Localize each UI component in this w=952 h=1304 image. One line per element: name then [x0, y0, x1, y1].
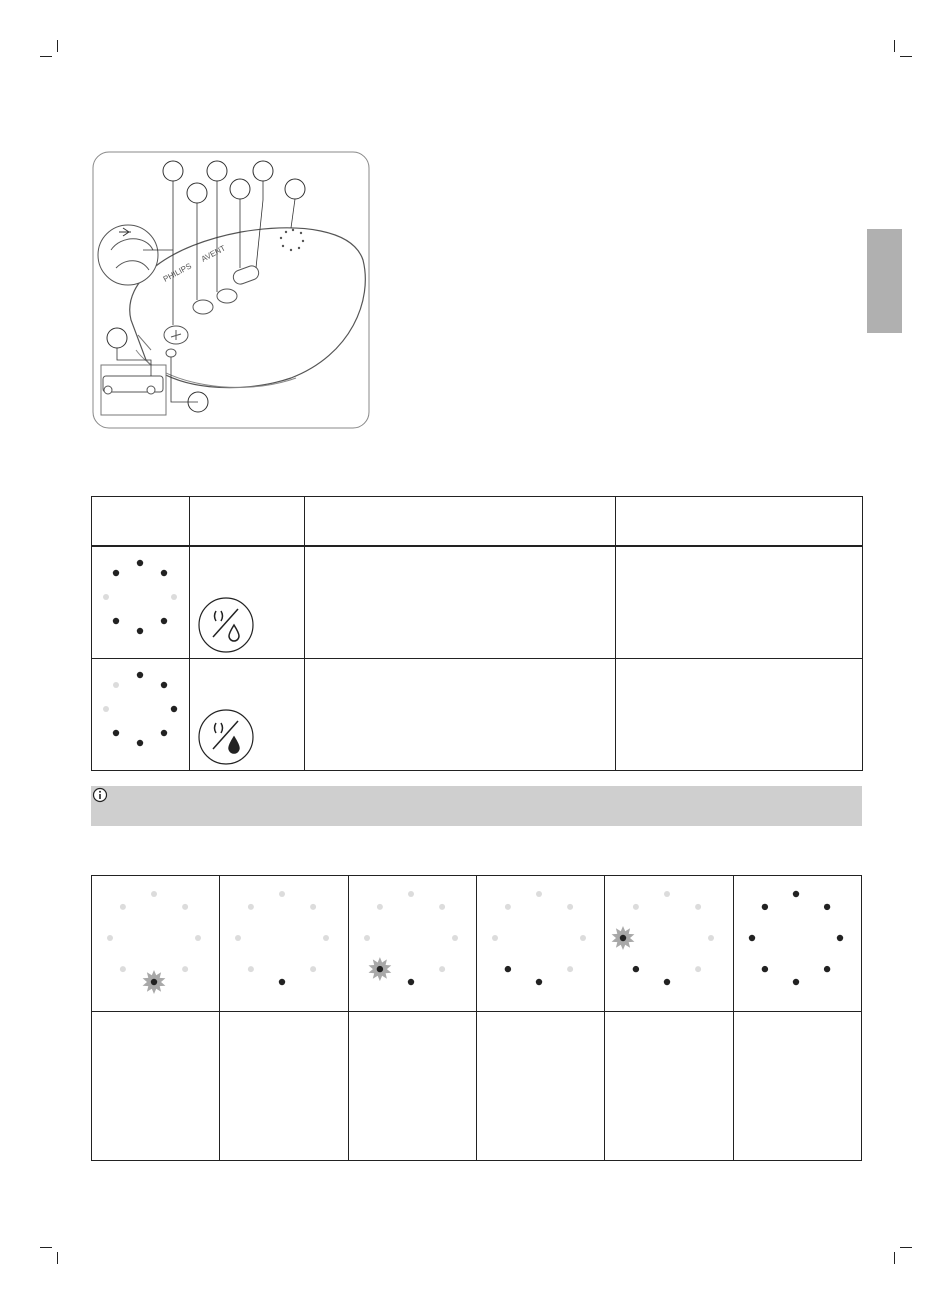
sequence-step: [92, 876, 220, 1012]
ring-dot: [151, 891, 157, 897]
ring-dot: [137, 628, 143, 634]
note-cell: [616, 659, 863, 771]
light-ring-indicator: [92, 876, 220, 1006]
ring-dot: [161, 730, 167, 736]
reset-hole: [166, 349, 176, 357]
light-ring-indicator: [92, 659, 190, 770]
ring-dot: [161, 618, 167, 624]
ring-dot: [364, 935, 370, 941]
ring-dot: [761, 904, 767, 910]
crop-mark: [894, 40, 895, 52]
ring-dot: [376, 966, 382, 972]
ring-dot: [113, 618, 119, 624]
ring-dot: [536, 979, 542, 985]
ring-dot: [195, 935, 201, 941]
ring-dot: [161, 682, 167, 688]
ring-dot: [103, 594, 109, 600]
header-cell: [616, 497, 863, 547]
ring-dot: [695, 904, 701, 910]
header-cell: [190, 497, 305, 547]
ring-dot: [235, 935, 241, 941]
crop-mark: [57, 1252, 58, 1264]
ring-dot: [323, 935, 329, 941]
crop-mark: [40, 1247, 52, 1248]
ring-dot: [620, 935, 626, 941]
ring-dot: [792, 891, 798, 897]
ring-dot: [248, 904, 254, 910]
step-caption: [733, 1012, 861, 1161]
product-figure: [91, 150, 371, 430]
light-ring-indicator: [220, 876, 348, 1006]
ring-dot: [708, 935, 714, 941]
step-caption: [220, 1012, 348, 1161]
sequence-table: [91, 875, 862, 1161]
ring-dot: [137, 672, 143, 678]
ring-dot: [161, 570, 167, 576]
ring-dot: [439, 966, 445, 972]
ring-dot: [439, 904, 445, 910]
ring-dot: [836, 935, 842, 941]
ring-dot: [171, 594, 177, 600]
ring-dot: [567, 966, 573, 972]
language-tab: [867, 229, 902, 333]
ring-dot: [695, 966, 701, 972]
device-illustration: [91, 150, 371, 430]
table-row: [92, 659, 863, 771]
product-label: AVENT: [199, 243, 227, 264]
light-ring-indicator: [477, 876, 605, 1006]
ring-dot: [792, 979, 798, 985]
sequence-step: [220, 876, 348, 1012]
ring-dot: [633, 904, 639, 910]
header-cell: [305, 497, 616, 547]
water-drop-filled-icon: [196, 707, 256, 767]
ring-dot: [113, 730, 119, 736]
ring-dot: [536, 891, 542, 897]
crop-mark: [57, 40, 58, 52]
ring-dot: [279, 979, 285, 985]
ring-dot: [113, 570, 119, 576]
ring-dot: [505, 904, 511, 910]
light-ring-indicator: [349, 876, 477, 1006]
ring-dot: [633, 966, 639, 972]
ring-dot: [171, 706, 177, 712]
mode-button: [217, 289, 237, 303]
sequence-step: [476, 876, 604, 1012]
light-ring-indicator: [605, 876, 733, 1006]
ring-dot: [310, 966, 316, 972]
ring-dot: [182, 966, 188, 972]
icon-cell: [190, 546, 305, 659]
ring-dot: [103, 706, 109, 712]
ring-dot: [137, 560, 143, 566]
step-caption: [348, 1012, 476, 1161]
note-cell: [616, 546, 863, 659]
ring-dot: [664, 891, 670, 897]
ring-dot: [137, 740, 143, 746]
light-ring-indicator: [734, 876, 862, 1006]
description-cell: [305, 546, 616, 659]
ring-dot: [107, 935, 113, 941]
sequence-step: [733, 876, 861, 1012]
power-button: [193, 300, 213, 314]
info-icon: [92, 787, 108, 803]
ring-cell: [92, 546, 190, 659]
ring-dot: [120, 904, 126, 910]
ring-dot: [664, 979, 670, 985]
cable-inset: [98, 225, 158, 285]
ring-dot: [248, 966, 254, 972]
ring-dot: [120, 966, 126, 972]
crop-mark: [900, 56, 912, 57]
ring-dot: [748, 935, 754, 941]
ring-dot: [182, 904, 188, 910]
ring-dot: [310, 904, 316, 910]
ring-dot: [408, 891, 414, 897]
ring-dot: [567, 904, 573, 910]
ring-dot: [113, 682, 119, 688]
ring-dot: [452, 935, 458, 941]
sequence-step: [605, 876, 733, 1012]
table-row: [92, 546, 863, 659]
ring-dot: [580, 935, 586, 941]
crop-mark: [894, 1252, 895, 1264]
ring-dot: [151, 979, 157, 985]
crop-mark: [40, 56, 52, 57]
step-caption: [605, 1012, 733, 1161]
light-ring-indicator: [92, 547, 190, 658]
sequence-step: [348, 876, 476, 1012]
ring-cell: [92, 659, 190, 771]
ring-dot: [824, 904, 830, 910]
water-drop-outline-icon: [196, 595, 256, 655]
ring-dot: [377, 904, 383, 910]
header-cell: [92, 497, 190, 547]
ring-dot: [279, 891, 285, 897]
step-caption: [92, 1012, 220, 1161]
ring-dot: [761, 966, 767, 972]
step-caption: [476, 1012, 604, 1161]
crop-mark: [900, 1247, 912, 1248]
status-table: [91, 496, 863, 771]
ring-dot: [492, 935, 498, 941]
ring-dot: [407, 979, 413, 985]
ring-dot: [824, 966, 830, 972]
info-bar: [91, 786, 862, 826]
description-cell: [305, 659, 616, 771]
brand-label: PHILIPS: [161, 261, 194, 284]
ring-dot: [505, 966, 511, 972]
icon-cell: [190, 659, 305, 771]
